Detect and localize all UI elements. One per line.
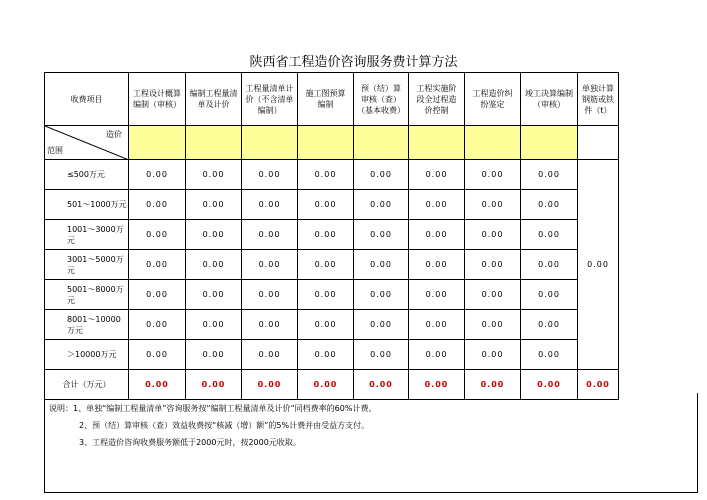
header-col-line: 预（结）算 xyxy=(361,83,401,93)
value-cell: 0.00 xyxy=(129,190,186,220)
value-cell: 0.00 xyxy=(354,250,409,280)
value-cell: 0.00 xyxy=(354,160,409,190)
range-label: 501～1000万元 xyxy=(45,190,129,220)
value-cell: 0.00 xyxy=(186,160,242,190)
total-label: 合计（万元） xyxy=(45,370,129,400)
total-value-cell: 0.00 xyxy=(298,370,354,400)
value-cell: 0.00 xyxy=(242,220,298,250)
value-cell: 0.00 xyxy=(465,160,521,190)
value-cell: 0.00 xyxy=(409,220,465,250)
value-cell: 0.00 xyxy=(242,250,298,280)
value-cell: 0.00 xyxy=(465,280,521,310)
table-row xyxy=(45,220,619,250)
price-input-cell[interactable] xyxy=(242,126,298,160)
value-cell: 0.00 xyxy=(521,190,578,220)
header-col-line: 施工图预算 xyxy=(305,89,346,98)
header-col-line: 编制工程量清 xyxy=(189,89,238,98)
value-cell: 0.00 xyxy=(298,160,354,190)
table-row xyxy=(45,160,619,190)
page-title: 陕西省工程造价咨询服务费计算方法 xyxy=(249,55,458,70)
price-input-cell[interactable] xyxy=(129,126,186,160)
value-cell: 0.00 xyxy=(465,190,521,220)
header-col-2 xyxy=(186,73,242,126)
total-value-cell: 0.00 xyxy=(242,370,298,400)
value-cell: 0.00 xyxy=(521,340,578,370)
header-col-line: 段全过程造 xyxy=(416,94,457,104)
table-row xyxy=(45,190,619,220)
header-col-line: 工程造价纠 xyxy=(472,89,513,98)
value-cell: 0.00 xyxy=(298,340,354,370)
value-cell: 0.00 xyxy=(354,190,409,220)
header-col-9 xyxy=(578,73,619,126)
total-value-cell: 0.00 xyxy=(354,370,409,400)
value-cell: 0.00 xyxy=(409,160,465,190)
price-input-cell[interactable] xyxy=(409,126,465,160)
fee-table-body xyxy=(45,73,619,400)
value-cell: 0.00 xyxy=(521,160,578,190)
value-cell: 0.00 xyxy=(129,340,186,370)
note-3: 3、工程造价咨询收费服务额低于2000元时，按2000元收取。 xyxy=(79,438,301,447)
value-cell: 0.00 xyxy=(521,250,578,280)
value-cell: 0.00 xyxy=(409,340,465,370)
header-col-line: 编制（审核） xyxy=(133,100,181,109)
header-col-line: 价控制 xyxy=(424,105,449,115)
value-cell: 0.00 xyxy=(409,280,465,310)
price-input-cell[interactable] xyxy=(521,126,578,160)
table-row xyxy=(45,340,619,370)
total-value-cell: 0.00 xyxy=(521,370,578,400)
range-label: 8001～10000万元 xyxy=(45,310,129,340)
value-cell: 0.00 xyxy=(521,280,578,310)
value-cell: 0.00 xyxy=(242,160,298,190)
note-2: 2、预（结）算审核（查）效益收费按“核减（增）额”的5%计费并由受益方支付。 xyxy=(79,421,370,430)
value-cell: 0.00 xyxy=(186,190,242,220)
notes-section xyxy=(44,393,698,493)
value-cell: 0.00 xyxy=(465,250,521,280)
value-cell: 0.00 xyxy=(129,250,186,280)
fee-table xyxy=(44,72,619,400)
header-col-line: 编制） xyxy=(257,105,282,115)
value-cell: 0.00 xyxy=(465,220,521,250)
diag-label-range: 范围 xyxy=(47,146,63,155)
value-cell: 0.00 xyxy=(465,340,521,370)
value-cell: 0.00 xyxy=(242,190,298,220)
price-input-row xyxy=(45,126,619,160)
header-col-line: 单及计价 xyxy=(197,100,230,109)
range-label: 3001～5000万元 xyxy=(45,250,129,280)
total-value-cell: 0.00 xyxy=(129,370,186,400)
steel-value-cell: 0.00 xyxy=(578,160,619,370)
header-col-8 xyxy=(521,73,578,126)
value-cell: 0.00 xyxy=(186,340,242,370)
header-col-line: 纷鉴定 xyxy=(480,100,505,109)
value-cell: 0.00 xyxy=(521,220,578,250)
range-label: ≤500万元 xyxy=(45,160,129,190)
value-cell: 0.00 xyxy=(242,280,298,310)
header-row xyxy=(45,73,619,126)
value-cell: 0.00 xyxy=(298,310,354,340)
total-value-cell: 0.00 xyxy=(409,370,465,400)
range-label: ＞10000万元 xyxy=(45,340,129,370)
value-cell: 0.00 xyxy=(298,190,354,220)
header-col-line: 竣工决算编制 xyxy=(525,89,573,98)
header-col-line: 件（t） xyxy=(584,105,612,115)
value-cell: 0.00 xyxy=(354,280,409,310)
header-col-line: 工程设计概算 xyxy=(133,89,181,98)
header-col-1 xyxy=(129,73,186,126)
price-input-cell[interactable] xyxy=(186,126,242,160)
range-label: 1001～3000万元 xyxy=(45,220,129,250)
header-col-line: （基本收费） xyxy=(357,105,405,115)
header-col-line: 单独计算 xyxy=(582,83,614,93)
value-cell: 0.00 xyxy=(354,220,409,250)
value-cell: 0.00 xyxy=(409,310,465,340)
header-col-3 xyxy=(242,73,298,126)
price-input-cell[interactable] xyxy=(465,126,521,160)
header-col-line: 价（不含清单 xyxy=(245,94,294,104)
diagonal-header-cell xyxy=(45,126,129,160)
value-cell: 0.00 xyxy=(521,310,578,340)
header-col-line: 钢筋或铁 xyxy=(582,94,614,104)
value-cell: 0.00 xyxy=(409,190,465,220)
value-cell: 0.00 xyxy=(186,310,242,340)
table-row xyxy=(45,250,619,280)
range-label: 5001～8000万元 xyxy=(45,280,129,310)
value-cell: 0.00 xyxy=(186,250,242,280)
header-col-7 xyxy=(465,73,521,126)
value-cell: 0.00 xyxy=(298,220,354,250)
price-input-cell[interactable] xyxy=(354,126,409,160)
steel-input-cell[interactable] xyxy=(578,126,619,160)
header-col-5 xyxy=(354,73,409,126)
diag-label-price: 造价 xyxy=(106,130,122,139)
header-fee-item: 收费项目 xyxy=(45,73,129,126)
value-cell: 0.00 xyxy=(242,340,298,370)
header-col-line: 工程量清单计 xyxy=(245,83,294,93)
value-cell: 0.00 xyxy=(242,310,298,340)
value-cell: 0.00 xyxy=(298,250,354,280)
price-input-cell[interactable] xyxy=(298,126,354,160)
value-cell: 0.00 xyxy=(129,220,186,250)
value-cell: 0.00 xyxy=(186,280,242,310)
header-col-line: 审核（查） xyxy=(361,94,401,104)
value-cell: 0.00 xyxy=(298,280,354,310)
table-row xyxy=(45,310,619,340)
value-cell: 0.00 xyxy=(129,310,186,340)
total-value-cell: 0.00 xyxy=(186,370,242,400)
value-cell: 0.00 xyxy=(129,280,186,310)
value-cell: 0.00 xyxy=(465,310,521,340)
table-row xyxy=(45,280,619,310)
header-col-4 xyxy=(298,73,354,126)
value-cell: 0.00 xyxy=(186,220,242,250)
value-cell: 0.00 xyxy=(409,250,465,280)
value-cell: 0.00 xyxy=(354,340,409,370)
header-col-6 xyxy=(409,73,465,126)
value-cell: 0.00 xyxy=(129,160,186,190)
total-value-cell: 0.00 xyxy=(465,370,521,400)
header-col-line: 工程实施阶 xyxy=(416,83,457,93)
header-col-line: 编制 xyxy=(317,100,334,109)
value-cell: 0.00 xyxy=(354,310,409,340)
total-value-cell: 0.00 xyxy=(578,370,619,400)
note-1: 说明：1、单独“编制工程量清单”咨询服务按“编制工程量清单及计价”同档费率的60%计费。 xyxy=(49,404,377,413)
header-col-line: （审核） xyxy=(533,100,565,109)
